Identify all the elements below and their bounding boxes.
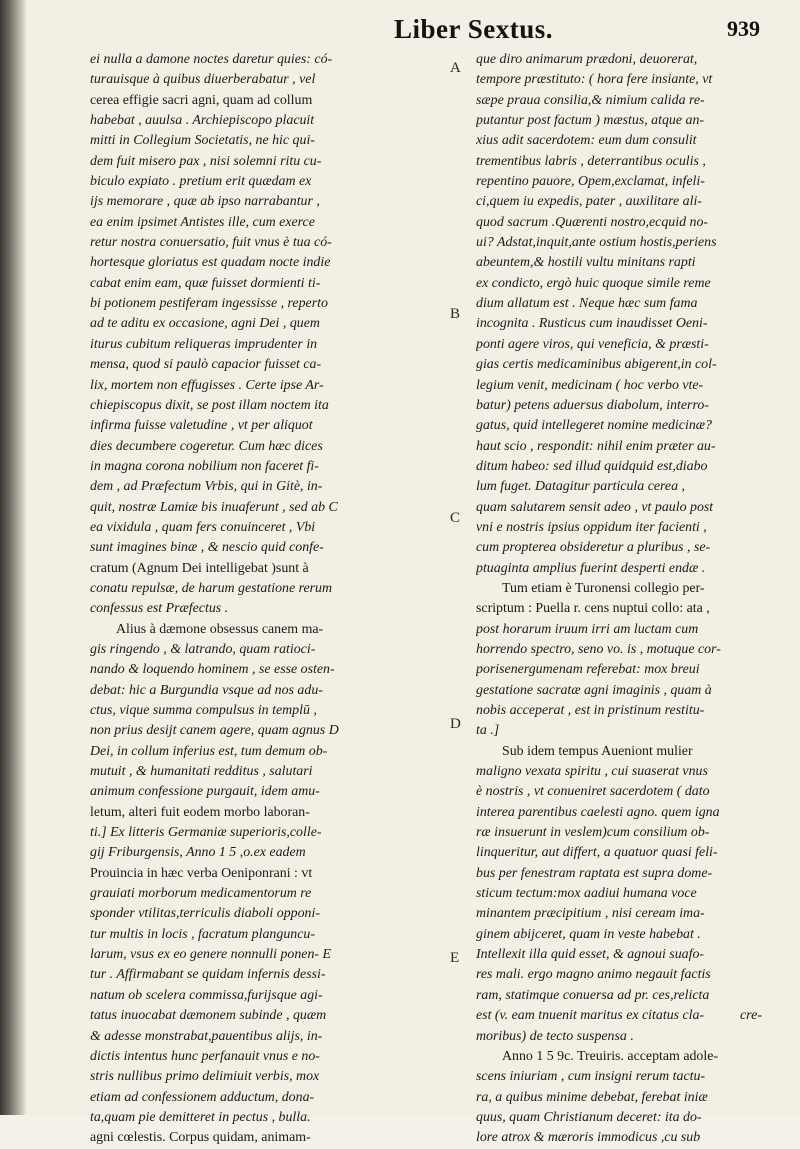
text-line: Intellexit illa quid esset, & agnoui suafo-: [476, 947, 705, 963]
text-line: scens iniuriam , cum insigni rerum tactu-: [476, 1069, 706, 1085]
text-line: gis ringendo , & latrando, quam ratioci-: [90, 641, 316, 657]
margin-letter: C: [450, 510, 461, 526]
text-line: nando & loquendo hominem , se esse osten-: [90, 662, 335, 678]
text-line: quod sacrum .Quærenti nostro,ecquid no-: [476, 214, 709, 230]
right-text-column: [476, 50, 788, 1149]
text-line: vni e nostris ipsius oppidum iter facienti ,: [476, 519, 707, 535]
text-line: Prouincia in hæc verba Oeniponrani : vt: [90, 865, 313, 881]
text-line: non prius desijt canem agere, quam agnus D: [90, 723, 339, 739]
text-line: in magna corona nobilium non faceret fi-: [90, 458, 319, 474]
text-line: dem , ad Præfectum Vrbis, qui in Gitè, in-: [90, 479, 323, 495]
text-line: habebat , auulsa . Archiepiscopo placuit: [90, 113, 315, 129]
text-line: tur multis in locis , facratum planguncu-: [90, 926, 315, 942]
text-line: turauisque à quibus diuerberabatur , vel: [90, 72, 316, 88]
text-line: trementibus labris , deterrantibus oculis ,: [476, 153, 706, 169]
text-line: ti.] Ex litteris Germaniæ superioris,colle-: [90, 825, 322, 841]
text-line: ijs memorare , quæ ab ipso narrabantur ,: [90, 194, 320, 210]
text-line: ui? Adstat,inquit,ante ostium hostis,periens: [476, 235, 717, 251]
text-line: mitti in Collegium Societatis, ne hic qui-: [90, 133, 315, 149]
margin-section-letters: [446, 50, 472, 1050]
text-line: larum, vsus ex eo genere nonnulli ponen- E: [90, 947, 331, 963]
left-text-column: [90, 50, 408, 1149]
text-line: ta,quam pie demitteret in pectus , bulla.: [90, 1109, 311, 1125]
text-line: legium venit, medicinam ( hoc verbo vte-: [476, 377, 704, 393]
text-line: dium allatum est . Neque hæc sum fama: [476, 296, 698, 312]
text-line: quam salutarem sensit adeo , vt paulo post: [476, 499, 714, 515]
text-line: Tum etiam è Turonensi collegio per-: [502, 580, 705, 596]
text-line: ginem abijceret, quam in veste habebat .: [476, 926, 701, 942]
text-line: è nostris , vt conueniret sacerdotem ( dato: [476, 784, 710, 800]
text-line: linqueritur, aut differt, a quatuor quasi feli-: [476, 845, 718, 861]
text-line: ptuaginta amplius fuerint desperti endæ .: [476, 560, 706, 576]
text-line: biculo expiato . pretium erit quædam ex: [90, 174, 312, 190]
text-line: quit, nostræ Lamiæ bis inuaferunt , sed ab C: [90, 499, 338, 515]
text-line: batur) petens aduersus diabolum, interro-: [476, 397, 709, 413]
text-line: Anno 1 5 9c. Treuiris. acceptam adole-: [502, 1048, 719, 1064]
text-line: agni cœlestis. Corpus quidam, animam-: [90, 1130, 311, 1146]
margin-letter: D: [450, 716, 461, 732]
text-line: tempore præstituto: ( hora fere insiante, vt: [476, 72, 713, 88]
text-line: ponti agere viros, qui veneficia, & præsti-: [476, 336, 709, 352]
text-line: Sub idem tempus Aueniont mulier: [502, 743, 693, 759]
text-line: mensa, quod si paulò capacior fuisset ca-: [90, 357, 322, 373]
text-line: nobis acceperat , est in pristinum restitu-: [476, 703, 705, 718]
text-line: abeuntem,& hostili vultu minitans rapti: [476, 255, 696, 271]
text-line: dictis intentus hunc perfanauit vnus e no-: [90, 1048, 320, 1064]
text-line: & adesse monstrabat,pauentibus alijs, in-: [90, 1028, 323, 1044]
text-line: cabat enim eam, quæ fuisset dormienti ti-: [90, 275, 321, 291]
text-line: post horarum iruum irri am luctam cum: [476, 621, 699, 637]
text-line: sponder vtilitas,terriculis diaboli opponi-: [90, 906, 320, 922]
header-title: Liber Sextus.: [394, 14, 554, 44]
text-line: ctus, vique summa compulsus in templū ,: [90, 703, 317, 718]
catchword: cre-: [739, 1008, 762, 1023]
text-line: dies decumbere cogeretur. Cum hæc dices: [90, 438, 323, 454]
text-line: iturus cubitum reliqueras imprudenter in: [90, 336, 318, 352]
text-line: est (v. eam tnuenit maritus ex citatus cla-: [476, 1008, 705, 1024]
text-line: dem fuit misero pax , nisi solemni ritu cu-: [90, 153, 322, 169]
text-line: gij Friburgensis, Anno 1 5 ,ο.ex eadem: [90, 845, 306, 861]
text-line: maligno vexata spiritu , cui suaserat vnus: [476, 764, 708, 780]
book-binding: [0, 0, 26, 1115]
text-line: hortesque gloriatus est quadam nocte indie: [90, 255, 331, 271]
text-line: ex condicto, ergò huic quoque simile reme: [476, 275, 711, 291]
margin-letter: E: [450, 950, 460, 966]
text-line: horrendo spectro, seno vo. is , motuque cor-: [476, 641, 721, 657]
text-line: infirma fuisse valetudine , vt per aliquot: [90, 418, 313, 434]
text-line: ta .]: [476, 723, 500, 739]
text-line: xius adit sacerdotem: eum dum consulit: [476, 133, 697, 149]
text-line: ci,quem iu expedis, pater , auxilitare ali-: [476, 194, 702, 210]
text-line: debat: hic a Burgundia vsque ad nos adu-: [90, 682, 323, 698]
text-line: ræ insuerunt in veslem)cum consilium ob-: [476, 825, 710, 841]
text-line: gestatione sacratæ agni imaginis , quam à: [476, 682, 712, 698]
text-line: tatus inuocabat dæmonem subinde , quæm: [90, 1008, 327, 1024]
text-line: animum confessione purgauit, idem amu-: [90, 784, 320, 800]
text-line: ei nulla a damone noctes daretur quies: có-: [90, 52, 333, 67]
text-line: minantem præcipitium , nisi ceream ima-: [476, 906, 705, 922]
text-line: gatus, quid intellegeret nomine medicinæ?: [476, 418, 712, 434]
text-line: res mali. ergo magno animo negauit factis: [476, 967, 711, 983]
text-line: repentino pauore, Opem,exclamat, infeli-: [476, 174, 705, 190]
text-line: lore atrox & mæroris immodicus ,cu sub: [476, 1130, 701, 1146]
text-line: haut scio , respondit: nihil enim præter au-: [476, 438, 716, 454]
text-line: interea parentibus caelesti agno. quem igna: [476, 804, 720, 820]
text-line: bus per fenestram raptata est supra dome-: [476, 865, 713, 881]
text-line: Dei, in collum inferius est, tum demum ob-: [90, 743, 328, 759]
text-line: conatu repulsæ, de harum gestatione rerum: [90, 580, 333, 596]
text-line: grauiati morborum medicamentorum re: [90, 886, 312, 902]
text-line: porisenergumenam referebat: mox breui: [476, 662, 700, 678]
text-line: cum propterea obsideretur a pluribus , se-: [476, 540, 711, 556]
text-line: Alius à dæmone obsessus canem ma-: [116, 621, 324, 637]
text-line: ad te aditu ex occasione, agni Dei , quem: [90, 316, 320, 332]
text-line: chiepiscopus dixit, se post illam noctem ita: [90, 397, 329, 413]
text-line: ram, statimque conuersa ad pr. ces,relicta: [476, 987, 710, 1003]
text-line: lix, mortem non effugisses . Certe ipse Ar-: [90, 377, 324, 393]
text-line: letum, alteri fuit eodem morbo laboran-: [90, 804, 310, 820]
running-header: [176, 12, 760, 46]
text-line: que diro animarum prædoni, deuorerat,: [476, 52, 698, 67]
text-line: sæpe praua consilia,& nimium calida re-: [476, 92, 705, 108]
text-line: confessus est Præfectus .: [90, 601, 229, 617]
text-line: putantur post factum ) mæstus, atque an-: [476, 113, 705, 129]
page-number: 939: [727, 16, 760, 41]
text-line: etiam ad confessionem adductum, dona-: [90, 1089, 315, 1105]
text-line: stris nullibus primo delimiuit verbis, mox: [90, 1069, 320, 1085]
text-line: sticum tectum:mox aadiui humana voce: [476, 886, 697, 902]
text-line: moribus) de tecto suspensa .: [476, 1028, 634, 1044]
text-line: gias certis medicaminibus abigerent,in col-: [476, 357, 717, 373]
text-line: bi potionem pestiferam ingessisse , reperto: [90, 296, 328, 312]
text-line: incognita . Rusticus cum inaudisset Oeni-: [476, 316, 708, 332]
text-line: retur nostra conuersatio, fuit vnus è tua có-: [90, 235, 332, 251]
book-page: [26, 0, 800, 1146]
text-line: mutuit , & humanitati redditus , salutari: [90, 764, 313, 780]
text-line: quus, quam Christianum deceret: ita do-: [476, 1109, 702, 1125]
text-line: scriptum : Puella r. cens nuptui collo: ata ,: [476, 601, 710, 617]
text-line: ea vixidula , quam fers conuinceret , Vbi: [90, 519, 316, 535]
text-line: cratum (Agnum Dei intelligebat )sunt à: [90, 560, 309, 576]
text-line: lum fuget. Datagitur particula cerea ,: [476, 479, 685, 495]
text-line: natum ob scelera commissa,furijsque agi-: [90, 987, 323, 1003]
text-line: ra, a quibus minime debebat, ferebat iniæ: [476, 1089, 708, 1105]
margin-letter: A: [450, 60, 461, 76]
text-line: sunt imagines binæ , & nescio quid confe-: [90, 540, 324, 556]
text-line: ditum habeo: sed illud quidquid est,diabo: [476, 458, 708, 474]
margin-letter: B: [450, 306, 461, 322]
text-line: cerea effigie sacri agni, quam ad collum: [90, 92, 313, 108]
text-line: ea enim ipsimet Antistes ille, cum exerce: [90, 214, 315, 230]
text-line: tur . Affirmabant se quidam infernis dessi-: [90, 967, 326, 983]
